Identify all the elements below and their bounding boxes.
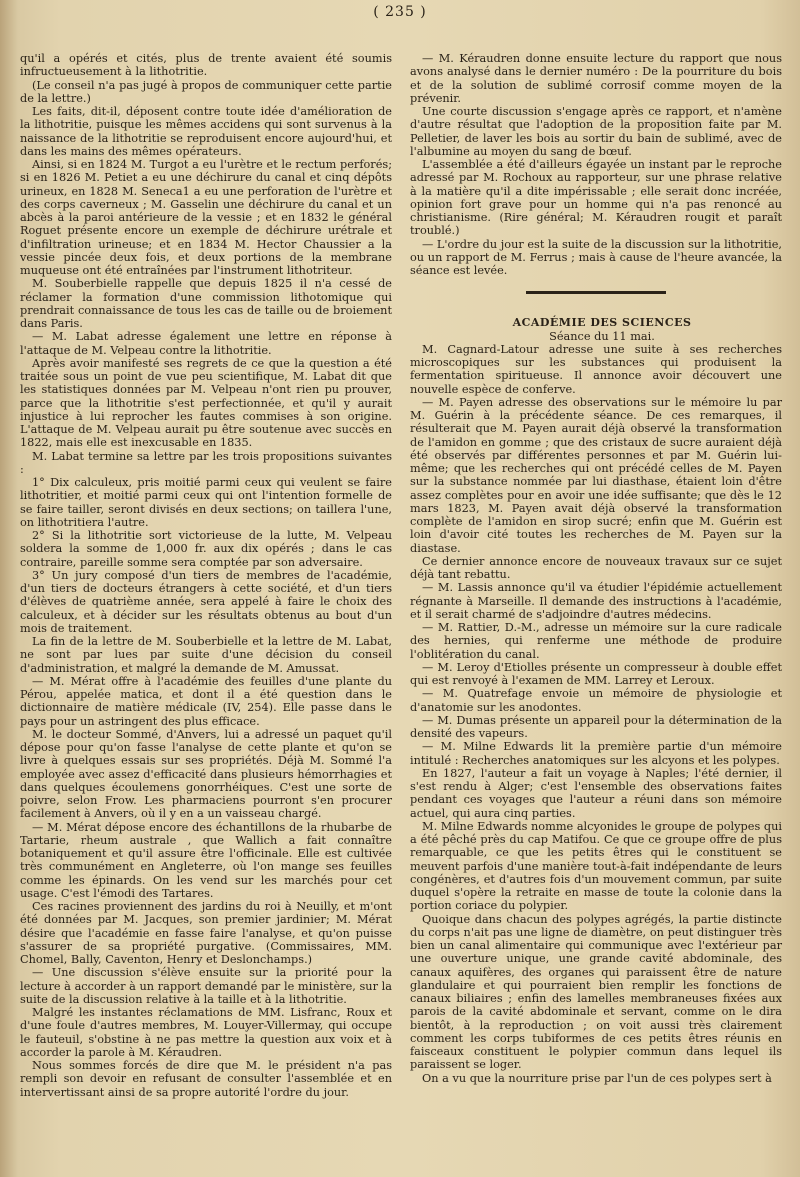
paragraph: 1° Dix calculeux, pris moitié parmi ceux qui veulent se faire lithotritier, et moitié parmi ceux qui ont l'intention formelle de se faire tailler, seront divisés en deux sections; on taillera l'une, on lithotritiera l'autre. [20, 476, 392, 529]
paragraph: — Une discussion s'élève ensuite sur la priorité pour la lecture à accorder à un rapport demandé par le ministère, sur la suite de la discussion relative à la taille et à la lithotritie. [20, 966, 392, 1006]
section-title: ACADÉMIE DES SCIENCES [512, 316, 692, 330]
paragraph: — M. Kéraudren donne ensuite lecture du rapport que nous avons analysé dans le dernier numéro : De la pourriture du bois et de la solution de sublimé corrosif comme moyen de la prévenir. [410, 52, 782, 105]
paragraph: — M. Milne Edwards lit la première partie d'un mémoire intitulé : Recherches anatomiques sur les alcyons et les polypes. [410, 740, 782, 767]
paragraph: qu'il a opérés et cités, plus de trente avaient été soumis infructueusement à la lithotritie. [20, 52, 392, 79]
paragraph: — M. Dumas présente un appareil pour la détermination de la densité des vapeurs. [410, 713, 782, 740]
paragraph: Après avoir manifesté ses regrets de ce que la question a été traitée sous un point de vue peu scientifique, M. Labat dit que les statistiques données par M. Velpeau n'ont rien pu prouver, parce que la lithotritie s'est perfectionnée, et qu'il y aurait injustice à lui reprocher les fautes commises à son origine. L'attaque de M. Velpeau aurait pu être soutenue avec succès en 1822, mais elle est inexcusable en 1835. [20, 356, 392, 450]
paragraph: M. Souberbielle rappelle que depuis 1825 il n'a cessé de réclamer la formation d'une commission lithotomique qui prendrait connaissance de tous les cas de taille ou de broiement dans Paris. [20, 277, 392, 330]
paragraph: — M. Leroy d'Etiolles présente un compresseur à double effet qui est renvoyé à l'examen de MM. Larrey et Leroux. [410, 660, 782, 687]
paragraph: Quoique dans chacun des polypes agrégés, la partie distincte du corps n'ait pas une ligne de diamètre, on peut distinguer très bien un canal alimentaire qui communique avec l'extérieur par une ouverture unique, une grande cavité abdominale, des canaux aquifères, des organes qui paraissent être de nature glandulaire et qui pourraient bien remplir les fonctions de canaux biliaires ; enfin des lamelles membraneuses fixées aux parois de la cavité abdominale et servant, comme on le dira bientôt, à la reproduction ; on voit aussi très clairement comment les corps tubiformes de ces petits êtres réunis en faisceaux constituent le polypier commun dans lequel ils paraissent se loger. [410, 912, 782, 1072]
paragraph: M. Labat termine sa lettre par les trois propositions suivantes : [20, 449, 392, 476]
paragraph: Malgré les instantes réclamations de MM. Lisfranc, Roux et d'une foule d'autres membres, M. Louyer-Villermay, qui occupe le fauteuil, s'obstine à ne pas mettre la question aux voix et à accorder la parole à M. Kéraudren. [20, 1006, 392, 1059]
paragraph: On a vu que la nourriture prise par l'un de ces polypes sert à [422, 1071, 772, 1085]
right-column [410, 52, 782, 1085]
paragraph: L'assemblée a été d'ailleurs égayée un instant par le reproche adressé par M. Rochoux au rapporteur, sur une phrase relative à la matière qu'il a dite impérissable ; elle serait donc incréée, opinion fort grave pour un homme qui n'a pas renoncé au christianisme. (Rire général; M. Kéraudren rougit et paraît troublé.) [410, 158, 782, 238]
paragraph: En 1827, l'auteur a fait un voyage à Naples; l'été dernier, il s'est rendu à Alger; c'est l'ensemble des observations faites pendant ces voyages que l'auteur a réuni dans son mémoire actuel, qui aura cinq parties. [410, 766, 782, 820]
paragraph: 3° Un jury composé d'un tiers de membres de l'académie, d'un tiers de docteurs étrangers à cette société, et d'un tiers d'élèves de quatrième année, sera appelé à faire le choix des calculeux, et à décider sur les résultats obtenus au bout d'un mois de traitement. [20, 568, 392, 635]
paragraph: Ces racines proviennent des jardins du roi à Neuilly, et m'ont été données par M. Jacques, son premier jardinier; M. Mérat désire que l'académie en fasse faire l'analyse, et qu'on puisse s'assurer de sa propriété purgative. (Commissaires, MM. Chomel, Bally, Caventon, Henry et Deslonchamps.) [20, 900, 392, 966]
paragraph: Nous sommes forcés de dire que M. le président n'a pas rempli son devoir en refusant de consulter l'assemblée et en intervertissant ainsi de sa propre autorité l'ordre du jour. [20, 1059, 392, 1099]
paragraph: (Le conseil n'a pas jugé à propos de communiquer cette partie de la lettre.) [20, 78, 392, 105]
section-divider [526, 291, 666, 294]
page-number: ( 235 ) [373, 4, 427, 20]
paragraph: M. le docteur Sommé, d'Anvers, lui a adressé un paquet qu'il dépose pour qu'on fasse l'analyse de cette plante et qu'on se livre à quelques essais sur ses propriétés. Déjà M. Sommé l'a employée avec assez d'efficacité dans plusieurs hémorrhagies et dans quelques écoulemens gonorrhéiques. C'est une sorte de poivre, selon Frow. Les pharmaciens pourront s'en procurer facilement à Anvers, où il y en a un vaisseau chargé. [20, 727, 392, 821]
paragraph: — M. Payen adresse des observations sur le mémoire lu par M. Guérin à la précédente séance. De ces remarques, il résulterait que M. Payen aurait déjà observé la transformation de l'amidon en gomme ; que des cristaux de sucre auraient déjà été observés par différentes personnes et par M. Guérin lui-même; que les recherches qui ont précédé celles de M. Payen sur la substance nommée par lui diasthase, étaient loin d'être assez complètes pour en avoir une idée suffisante; que dès le 12 mars 1823, M. Payen avait déjà observé la transformation complète de l'amidon en sirop sucré; enfin que M. Guérin est loin d'avoir cité toutes les recherches de M. Payen sur la diastase. [410, 395, 782, 555]
paragraph: Ainsi, si en 1824 M. Turgot a eu l'urètre et le rectum perforés; si en 1826 M. Petiet a eu une déchirure du canal et cinq dépôts urineux, en 1828 M. Seneca1 a eu une perforation de l'urètre et des corps caverneux ; M. Gasselin une déchirure du canal et un abcès à la paroi antérieure de la vessie ; et en 1832 le général Roguet présente encore un exemple de déchirure urétrale et d'infiltration urineuse; et en 1834 M. Hector Chaussier a la vessie pincée deux fois, et deux portions de la membrane muqueuse ont été entraînées par l'instrument lithotriteur. [20, 158, 392, 277]
paragraph: — M. Lassis annonce qu'il va étudier l'épidémie actuellement régnante à Marseille. Il demande des instructions à l'académie, et il serait charmé de s'adjoindre d'autres médecins. [410, 581, 782, 621]
session-date: Séance du 11 mai. [549, 329, 655, 343]
paragraph: — M. Labat adresse également une lettre en réponse à l'attaque de M. Velpeau contre la lithotritie. [20, 330, 392, 357]
paragraph: — L'ordre du jour est la suite de la discussion sur la lithotritie, ou un rapport de M. Ferrus ; mais à cause de l'heure avancée, la séance est levée. [410, 237, 782, 277]
paragraph: — M. Quatrefage envoie un mémoire de physiologie et d'anatomie sur les anodontes. [410, 687, 782, 714]
paragraph: Une courte discussion s'engage après ce rapport, et n'amène d'autre résultat que l'adoption de la proposition faite par M. Pelletier, de laver les bois au sortir du bain de sublimé, avec de l'albumine au moyen du sang de bœuf. [410, 105, 782, 158]
paragraph: Ce dernier annonce encore de nouveaux travaux sur ce sujet déjà tant rebattu. [410, 554, 782, 581]
left-column [20, 52, 392, 1099]
paragraph: La fin de la lettre de M. Souberbielle et la lettre de M. Labat, ne sont par lues par suite d'une décision du conseil d'administration, et malgré la demande de M. Amussat. [20, 635, 392, 675]
paragraph: Les faits, dit-il, déposent contre toute idée d'amélioration de la lithotritie, puisque les mêmes accidens qui sont survenus à la naissance de la lithotritie se reproduisent encore aujourd'hui, et dans les mains des mêmes opérateurs. [20, 105, 392, 158]
paragraph: 2° Si la lithotritie sort victorieuse de la lutte, M. Velpeau soldera la somme de 1,000 fr. aux dix opérés ; dans le cas contraire, pareille somme sera comptée par son adversaire. [20, 529, 392, 569]
paragraph: — M. Mérat offre à l'académie des feuilles d'une plante du Pérou, appelée matica, et dont il a été question dans le dictionnaire de matière médicale (IV, 254). Elle passe dans le pays pour un astringent des plus efficace. [20, 674, 392, 728]
paragraph: M. Cagnard-Latour adresse une suite à ses recherches microscopiques sur les substances qui produisent la fermentation spiritueuse. Il annonce avoir découvert une nouvelle espèce de conferve. [410, 342, 782, 396]
paragraph: — M. Rattier, D.-M., adresse un mémoire sur la cure radicale des hernies, qui renferme une méthode de produire l'oblitération du canal. [410, 621, 782, 661]
paragraph: — M. Mérat dépose encore des échantillons de la rhubarbe de Tartarie, rheum australe , que Wallich a fait connaître botaniquement et qu'il assure être l'officinale. Elle est cultivée très communément en Angleterre, où l'on mange ses feuilles comme les épinards. On les vend sur les marchés pour cet usage. C'est l'émodi des Tartares. [20, 820, 392, 900]
paragraph: M. Milne Edwards nomme alcyonides le groupe de polypes qui a été pêché près du cap Matifou. Ce que ce groupe offre de plus remarquable, ce que les petits êtres qui le constituent se meuvent parfois d'une manière tout-à-fait indépendante de leurs congénères, et d'autres fois d'un mouvement commun, par suite duquel s'opère la retraite en masse de toute la colonie dans la portion coriace du polypier. [410, 819, 782, 913]
